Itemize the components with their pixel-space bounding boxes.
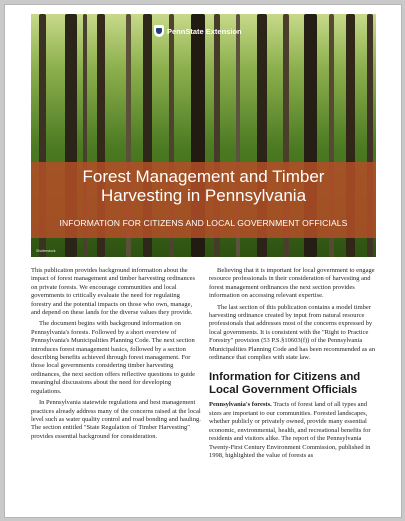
page-subtitle: INFORMATION FOR CITIZENS AND LOCAL GOVERNMENT OFFICIALS	[59, 218, 348, 228]
section-heading: Information for Citizens and Local Government Officials	[209, 371, 361, 397]
run-in-heading: Pennsylvania's forests.	[209, 401, 272, 409]
expertise-paragraph: Believing that it is important for local government to engage resource professionals in their consideration of harvesting and forest management ordinances the next section provides information on accessing relevant expertise.	[209, 267, 375, 300]
cover-photo	[31, 14, 376, 257]
title-line-2: Harvesting in Pennsylvania	[100, 186, 307, 205]
pennstate-extension-logo	[154, 23, 266, 39]
page-title	[31, 167, 376, 205]
photo-credit: Shutterstock	[36, 249, 56, 253]
left-column	[31, 267, 201, 444]
forests-paragraph	[209, 401, 379, 460]
overview-paragraph: The document begins with background information on Pennsylvania's forests. Followed by a short overview of Pennsylvania's Municipalities Planning Code. The next section introduces forest management basics, followed by a section describing benefits achieved through forest management. For those local governments considering timber harvesting ordinances, the next section offers reflective questions to guide meaningful discussions about the need for developing regulations.	[31, 320, 195, 395]
intro-paragraph: This publication provides background information about the impact of forest management and timber harvesting ordinances on private forests. We encourage communities and local governments to critically evaluate the need for regulating forestry and the potential impacts on those who own, manage, and depend on these lands for the diverse values they provide.	[31, 267, 196, 317]
title-banner	[31, 162, 376, 238]
model-ordinance-paragraph: The last section of this publication contains a model timber harvesting ordinance created by input from natural resource professionals that addresses most of the concerns expressed by local governments. It is consistent with the "Right to Practice Forestry" provision (53 P.S.§10603(f)) of the Pennsylvania Municipalities Planning Code and has been recommended as an ordinance that complies with state law.	[209, 303, 376, 362]
document-page	[4, 4, 402, 518]
logo-text: PennState Extension	[167, 26, 242, 36]
forests-paragraph-text: Tracts of forest land of all types and sizes are important to our communities. Forested landscapes, whether publicly or privately owned, provide many essential economic, environmental, health, and recreational benefits for residents and visitors alike. The report of the Pennsylvania Twenty-First Century Environment Commission, published in 1998, highlighted the value of forests as	[209, 401, 371, 459]
right-column	[209, 267, 379, 463]
title-line-1: Forest Management and Timber	[82, 167, 325, 186]
regulations-paragraph: In Pennsylvania statewide regulations and best management practices already address many of the concerns raised at the local level such as water quality control and road bonding and hauling. The section entitled "State Regulation of Timber Harvesting" provides essential background for consideration.	[31, 399, 201, 440]
shield-icon	[154, 25, 164, 37]
